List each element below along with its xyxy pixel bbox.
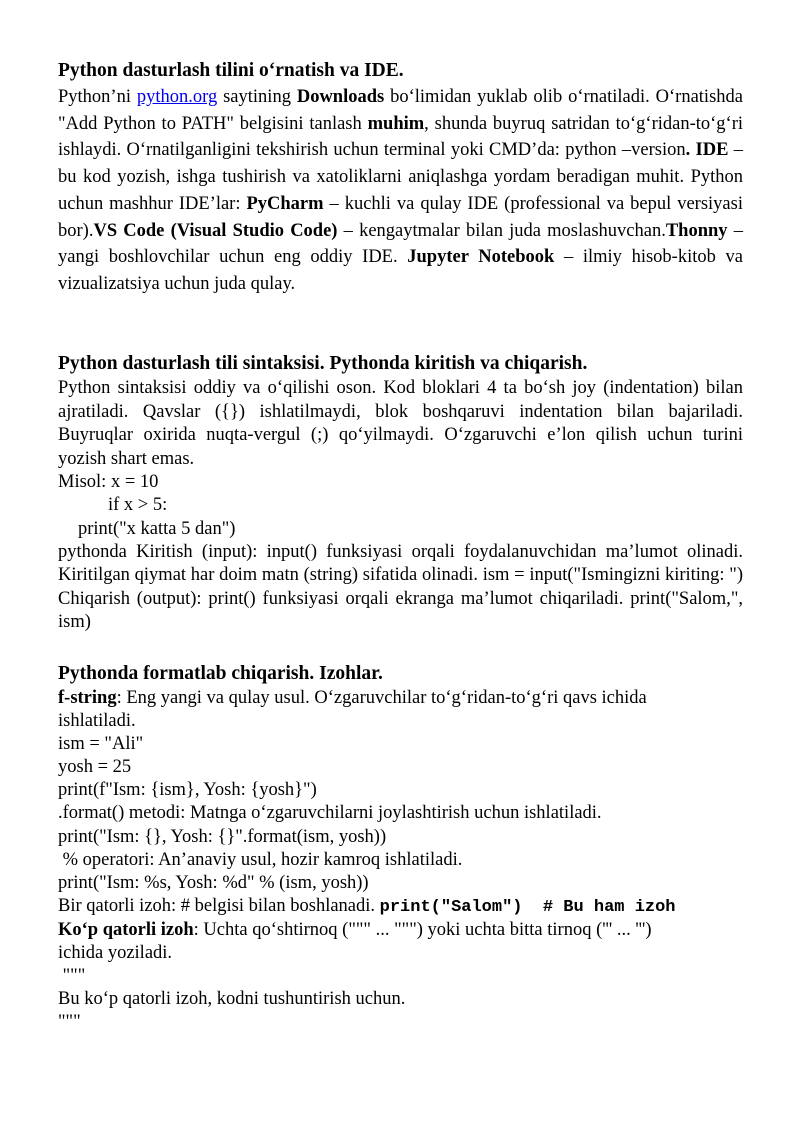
- bold-vscode: VS Code (Visual Studio Code): [93, 220, 338, 241]
- text-line: Bu ko‘p qatorli izoh, kodni tushuntirish uchun.: [58, 989, 406, 1010]
- text-run: – ilmiy hisob-kitob va vizualizatsiya uchun juda qulay.: [58, 247, 743, 294]
- installation-paragraph: [58, 84, 743, 298]
- code-line: print("Ism: {}, Yosh: {}".format(ism, yosh)): [58, 826, 387, 847]
- bold-jupyter: Jupyter Notebook: [407, 247, 555, 268]
- bold-fstring: f-string: [58, 688, 117, 708]
- code-line: if x > 5:: [108, 495, 168, 516]
- code-line: yosh = 25: [58, 757, 132, 778]
- comment-line: [58, 895, 743, 919]
- section-title-syntax: Python dasturlash tili sintaksisi. Pythonda kiritish va chiqarish.: [58, 353, 588, 374]
- text-run: – yangi boshlovchilar uchun eng oddiy IDE.: [58, 220, 743, 268]
- syntax-paragraph: Python sintaksisi oddiy va o‘qilishi oson. Kod bloklari 4 ta bo‘sh joy (indentation) bilan ajratiladi. Qavslar ({}) ishlatilmaydi, blok boshqaruvi indentation bilan bajariladi. Buyruqlar oxirida nuqta-vergul (;) qo‘yilmaydi. O‘zgaruvchi e’lon qilish uchun turini yozish shart emas.: [58, 378, 743, 469]
- code-line: """: [58, 1012, 81, 1033]
- bold-muhim: muhim: [367, 113, 425, 134]
- code-line: ism = "Ali": [58, 734, 144, 755]
- text-line: ichida yoziladi.: [58, 943, 173, 964]
- code-line: """: [58, 966, 86, 987]
- multiline-comment-line: [58, 919, 743, 942]
- input-output-paragraph: pythonda Kiritish (input): input() funksiyasi orqali foydalanuvchidan ma’lumot olinadi. Kiritilgan qiymat har doim matn (string) sifatida olinadi. ism = input("Ismingizni kiriting: ") Chiqarish (output): print() funksiyasi orqali ekranga ma’lumot chiqariladi. print("Salom,", ism): [58, 541, 743, 633]
- text-run: , shunda buyruq satridan to‘g‘ridan-to‘g‘ri ishlaydi. O‘rnatilganligini tekshirish uchun terminal yoki CMD’da: python –version: [58, 113, 744, 161]
- text-line: .format() metodi: Matnga o‘zgaruvchilarni joylashtirish uchun ishlatiladi.: [58, 803, 602, 824]
- text-line: % operatori: An’anaviy usul, hozir kamroq ishlatiladi.: [58, 849, 463, 870]
- bold-code-comment: print("Salom") # Bu ham izoh: [379, 897, 676, 917]
- bold-downloads: Downloads: [296, 87, 385, 107]
- python-org-link[interactable]: python.org: [136, 87, 218, 107]
- text-run: saytining: [217, 87, 297, 107]
- bold-multiline-label: Ko‘p qatorli izoh: [58, 919, 194, 940]
- section-syntax: [58, 350, 743, 635]
- code-line: print("Ism: %s, Yosh: %d" % (ism, yosh)): [58, 872, 369, 893]
- text-line: ishlatiladi.: [58, 711, 136, 732]
- code-line: print(f"Ism: {ism}, Yosh: {yosh}"): [58, 780, 317, 801]
- code-line: print("x katta 5 dan"): [78, 518, 236, 539]
- bold-thonny: Thonny: [665, 220, 728, 241]
- text-run: : Uchta qo‘shtirnoq (""" ... """) yoki uchta bitta tirnoq (''' ... '''): [193, 919, 652, 940]
- text-run: : Eng yangi va qulay usul. O‘zgaruvchilar to‘g‘ridan-to‘g‘ri qavs ichida: [116, 688, 647, 708]
- section-title-installation: Python dasturlash tilini o‘rnatish va IDE.: [58, 60, 404, 81]
- text-run: Bir qatorli izoh: # belgisi bilan boshlanadi.: [58, 895, 380, 916]
- bold-ide: . IDE: [685, 140, 729, 161]
- code-line: Misol: x = 10: [58, 472, 159, 493]
- section-title-formatting: Pythonda formatlab chiqarish. Izohlar.: [58, 663, 383, 684]
- text-run: – bu kod yozish, ishga tushirish va xatoliklarni aniqlashga yordam beradigan muhit. Python uchun mashhur IDE’lar:: [58, 140, 744, 214]
- text-run: – kuchli va qulay IDE (professional va bepul versiyasi bor).: [58, 193, 743, 241]
- text-run: bo‘limidan yuklab olib o‘rnatiladi. O‘rnatishda "Add Python to PATH" belgisini tanlash: [58, 87, 743, 134]
- section-formatting: [58, 660, 743, 1034]
- bold-pycharm: PyCharm: [246, 193, 324, 214]
- fstring-line: [58, 687, 743, 710]
- text-run: – kengaytmalar bilan juda moslashuvchan.: [337, 220, 666, 241]
- section-installation: [58, 57, 743, 298]
- text-run: Python’ni: [58, 87, 137, 107]
